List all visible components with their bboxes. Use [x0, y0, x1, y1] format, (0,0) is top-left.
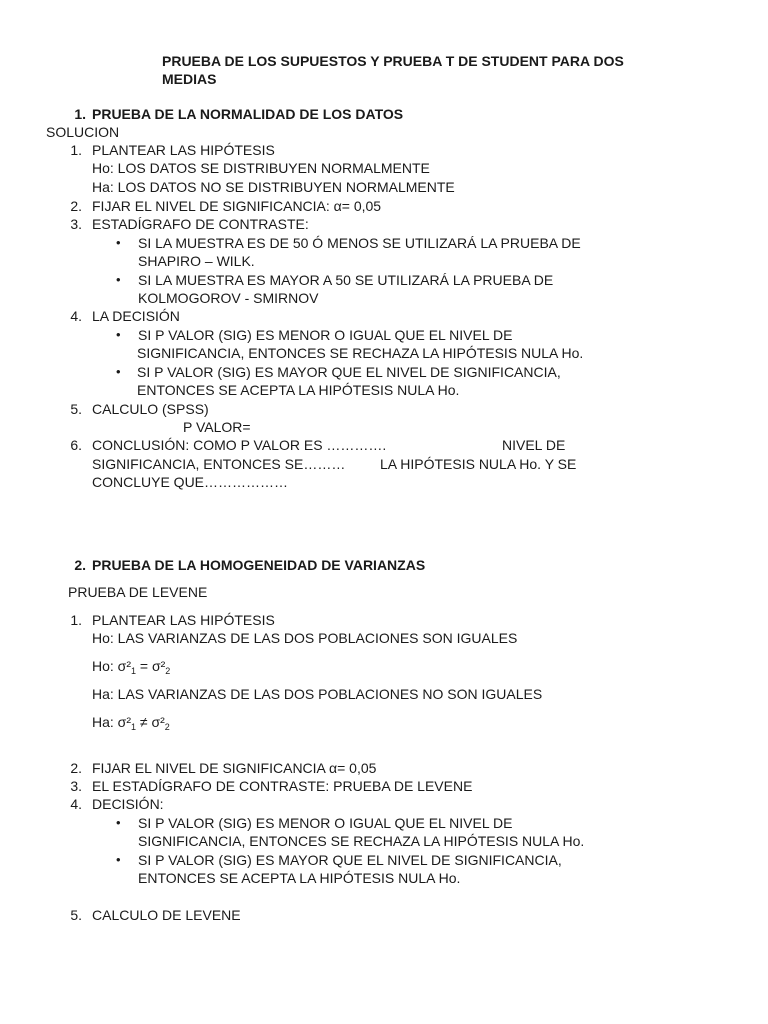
- s2-step-4-bullet-1-line-2: SIGNIFICANCIA, ENTONCES SE RECHAZA LA HIPÓTESIS NULA Ho.: [138, 833, 585, 849]
- s2-step-2-label: FIJAR EL NIVEL DE SIGNIFICANCIA α= 0,05: [92, 760, 377, 776]
- s1-step-3-bullet-2-line-2: KOLMOGOROV - SMIRNOV: [138, 290, 319, 306]
- bullet-icon: •: [116, 327, 121, 342]
- section-2-number: 2.: [74, 557, 86, 573]
- s1-p-valor: P VALOR=: [183, 419, 251, 435]
- s2-step-4-number: 4.: [70, 796, 82, 812]
- s2-step-3-label: EL ESTADÍGRAFO DE CONTRASTE: PRUEBA DE LEVENE: [92, 778, 473, 794]
- bullet-icon: •: [116, 852, 121, 867]
- s1-null-hypothesis: Ho: LOS DATOS SE DISTRIBUYEN NORMALMENTE: [92, 160, 430, 176]
- levene-subheading: PRUEBA DE LEVENE: [68, 584, 208, 600]
- s1-step-4-bullet-1-line-1: SI P VALOR (SIG) ES MENOR O IGUAL QUE EL NIVEL DE: [138, 327, 513, 343]
- s1-step-1-label: PLANTEAR LAS HIPÓTESIS: [92, 142, 275, 158]
- s1-step-3-bullet-2-line-1: SI LA MUESTRA ES MAYOR A 50 SE UTILIZARÁ LA PRUEBA DE: [138, 272, 554, 288]
- s1-conclusion-line-2a: SIGNIFICANCIA, ENTONCES SE………: [92, 456, 346, 472]
- section-2-heading: PRUEBA DE LA HOMOGENEIDAD DE VARIANZAS: [92, 557, 426, 573]
- s2-step-4-bullet-1-line-1: SI P VALOR (SIG) ES MENOR O IGUAL QUE EL NIVEL DE: [138, 815, 513, 831]
- solucion-label: SOLUCION: [46, 124, 120, 140]
- bullet-icon: •: [116, 815, 121, 830]
- s2-alt-hypothesis-symbolic: Ha: $\sigma^2_1 \ne \sigma^2_2$: [92, 714, 170, 732]
- s1-step-2-number: 2.: [70, 198, 82, 214]
- s1-step-3-bullet-1-line-2: SHAPIRO – WILK.: [138, 253, 255, 269]
- s1-step-4-bullet-1-line-2: SIGNIFICANCIA, ENTONCES SE RECHAZA LA HIPÓTESIS NULA Ho.: [137, 345, 584, 361]
- s1-conclusion-line-1a: CONCLUSIÓN: COMO P VALOR ES ………….: [92, 437, 387, 453]
- s1-alt-hypothesis: Ha: LOS DATOS NO SE DISTRIBUYEN NORMALMENTE: [92, 179, 455, 195]
- s1-conclusion-line-1b: NIVEL DE: [502, 437, 566, 453]
- bullet-icon: •: [116, 364, 121, 379]
- s1-conclusion-line-2b: LA HIPÓTESIS NULA Ho. Y SE: [380, 456, 577, 472]
- s2-null-hypothesis-symbolic: Ho: $\sigma^2_1 = \sigma^2_2$: [92, 658, 171, 676]
- s2-step-4-label: DECISIÓN:: [92, 796, 164, 812]
- s1-step-3-number: 3.: [70, 216, 82, 232]
- s1-step-3-bullet-1-line-1: SI LA MUESTRA ES DE 50 Ó MENOS SE UTILIZARÁ LA PRUEBA DE: [138, 235, 581, 251]
- bullet-icon: •: [116, 235, 121, 250]
- s2-null-hypothesis: Ho: LAS VARIANZAS DE LAS DOS POBLACIONES SON IGUALES: [92, 630, 518, 646]
- section-1-heading: PRUEBA DE LA NORMALIDAD DE LOS DATOS: [92, 106, 404, 122]
- bullet-icon: •: [116, 272, 121, 287]
- s1-step-6-number: 6.: [70, 437, 82, 453]
- s2-step-1-label: PLANTEAR LAS HIPÓTESIS: [92, 612, 275, 628]
- s2-step-3-number: 3.: [70, 778, 82, 794]
- s1-step-5-label: CALCULO (SPSS): [92, 401, 209, 417]
- s1-step-3-label: ESTADÍGRAFO DE CONTRASTE:: [92, 216, 309, 232]
- s1-step-5-number: 5.: [70, 401, 82, 417]
- s2-alt-hypothesis: Ha: LAS VARIANZAS DE LAS DOS POBLACIONES NO SON IGUALES: [92, 686, 543, 702]
- s2-step-5-number: 5.: [70, 907, 82, 923]
- s2-step-5-label: CALCULO DE LEVENE: [92, 907, 241, 923]
- s2-step-2-number: 2.: [70, 760, 82, 776]
- section-1-number: 1.: [74, 106, 86, 122]
- s2-step-4-bullet-2-line-2: ENTONCES SE ACEPTA LA HIPÓTESIS NULA Ho.: [138, 870, 461, 886]
- s2-step-4-bullet-2-line-1: SI P VALOR (SIG) ES MAYOR QUE EL NIVEL DE SIGNIFICANCIA,: [138, 852, 562, 868]
- s1-step-2-label: FIJAR EL NIVEL DE SIGNIFICANCIA: α= 0,05: [92, 198, 382, 214]
- s2-step-1-number: 1.: [70, 612, 82, 628]
- s1-step-4-bullet-2-line-1: SI P VALOR (SIG) ES MAYOR QUE EL NIVEL DE SIGNIFICANCIA,: [137, 364, 561, 380]
- s1-conclusion-line-3: CONCLUYE QUE………………: [92, 474, 289, 490]
- s1-step-4-label: LA DECISIÓN: [92, 308, 180, 324]
- s1-step-4-bullet-2-line-2: ENTONCES SE ACEPTA LA HIPÓTESIS NULA Ho.: [137, 382, 460, 398]
- s1-step-4-number: 4.: [70, 308, 82, 324]
- s1-step-1-number: 1.: [70, 142, 82, 158]
- document-title: PRUEBA DE LOS SUPUESTOS Y PRUEBA T DE STUDENT PARA DOS MEDIAS: [162, 53, 624, 87]
